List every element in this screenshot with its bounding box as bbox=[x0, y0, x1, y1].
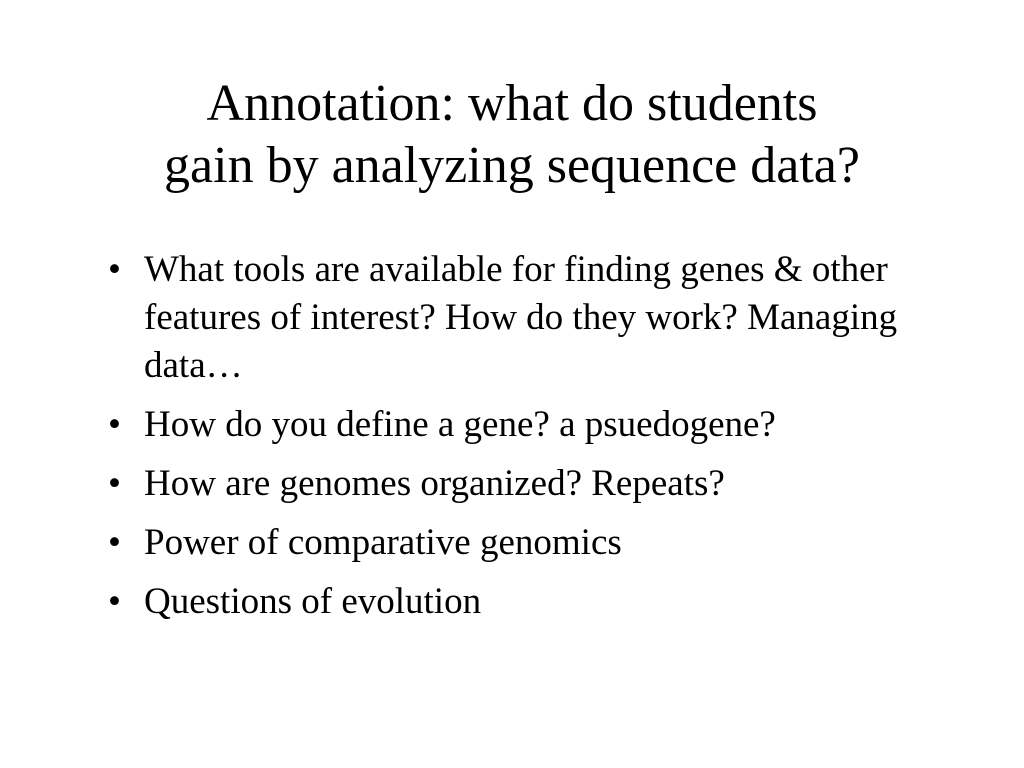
bullet-list bbox=[108, 246, 948, 637]
bullet-dot-icon: • bbox=[108, 522, 121, 563]
bullet-text-tools: What tools are available for finding genes & other features of interest? How do they work? Managing data… bbox=[144, 249, 898, 386]
slide-title-line-1: Annotation: what do students bbox=[206, 74, 818, 132]
bullet-item-define-gene bbox=[108, 401, 948, 449]
bullet-dot-icon: • bbox=[108, 463, 121, 504]
bullet-item-genomes-organized bbox=[108, 460, 948, 508]
bullet-text-genomes-organized: How are genomes organized? Repeats? bbox=[144, 463, 725, 504]
bullet-text-comparative-genomics: Power of comparative genomics bbox=[144, 522, 622, 563]
bullet-item-tools bbox=[108, 246, 948, 390]
bullet-text-define-gene: How do you define a gene? a psuedogene? bbox=[144, 404, 776, 445]
slide-title bbox=[60, 73, 964, 197]
slide-title-line-2: gain by analyzing sequence data? bbox=[164, 136, 860, 194]
bullet-text-evolution: Questions of evolution bbox=[144, 581, 482, 622]
bullet-dot-icon: • bbox=[108, 404, 121, 445]
bullet-dot-icon: • bbox=[108, 249, 121, 290]
bullet-dot-icon: • bbox=[108, 581, 121, 622]
bullet-item-evolution bbox=[108, 578, 948, 626]
bullet-item-comparative-genomics bbox=[108, 519, 948, 567]
